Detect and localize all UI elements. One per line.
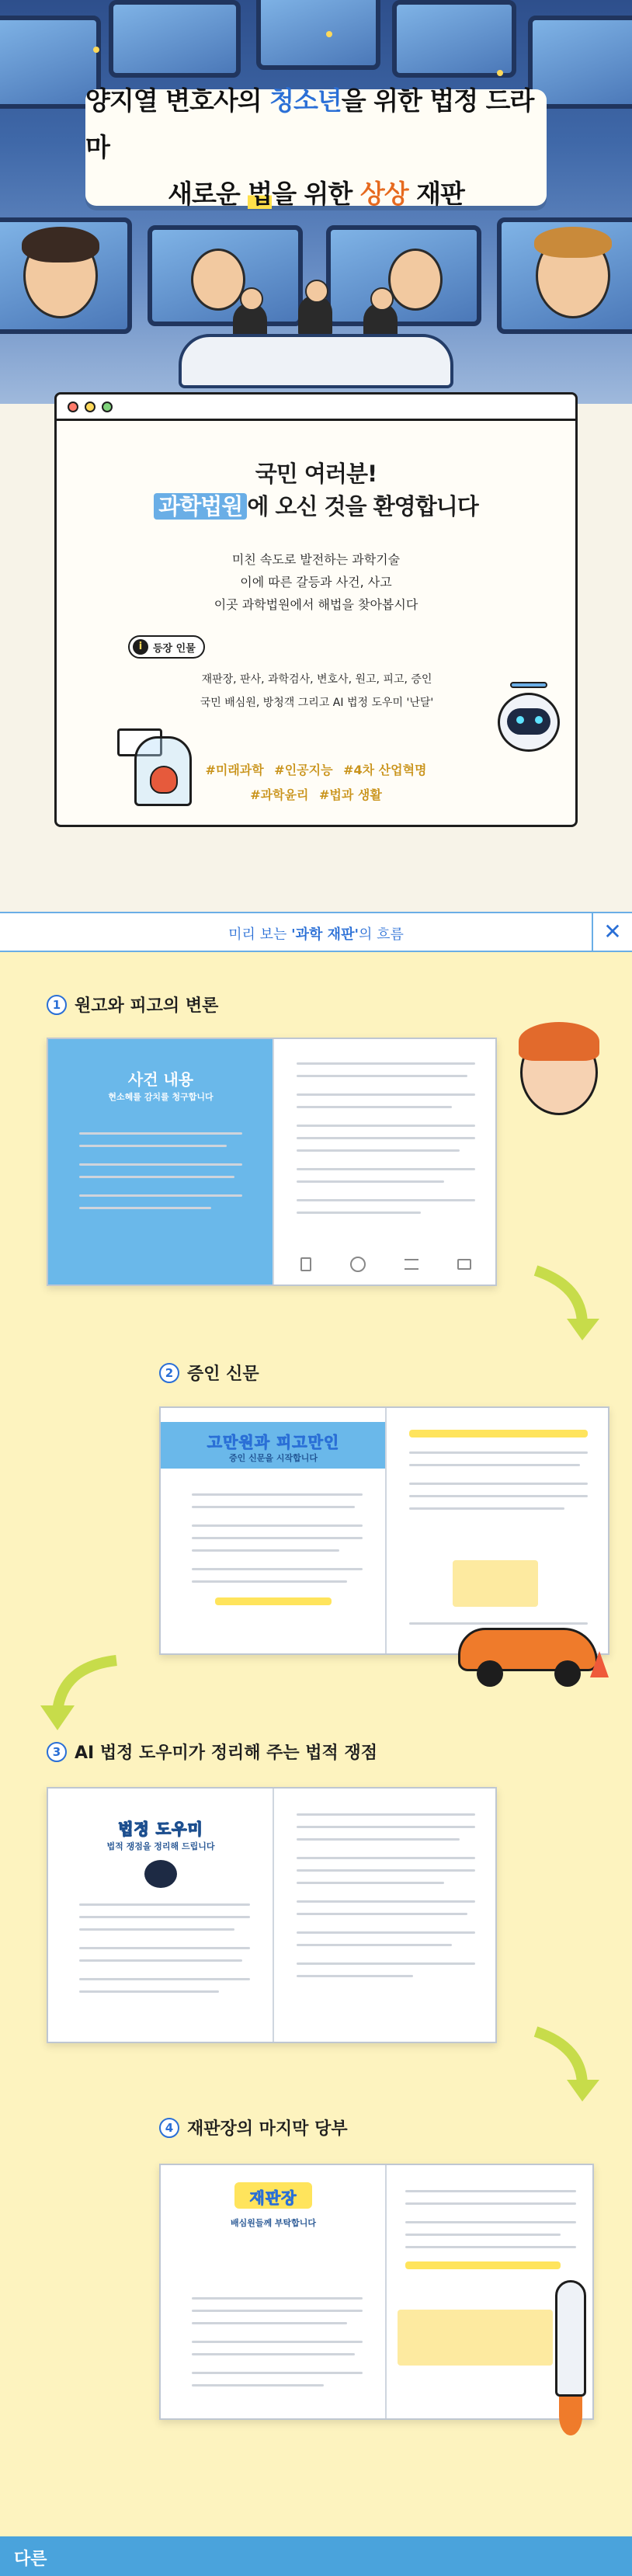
step-title (159, 2115, 348, 2140)
step-title (159, 1361, 259, 1385)
text-line (297, 1857, 475, 1859)
cast-label: 등장 인물 (153, 642, 196, 655)
intro-line: 미친 속도로 발전하는 과학기술 (231, 552, 401, 567)
text-line (192, 1549, 339, 1552)
text-line (79, 1947, 250, 1949)
welcome-window (54, 392, 578, 827)
text-line (297, 1106, 452, 1108)
intro-line: 이곳 과학법원에서 해법을 찾아봅시다 (214, 597, 418, 612)
wheel-icon (554, 1660, 581, 1687)
hero-title-line-1 (85, 78, 547, 171)
character-face (388, 249, 443, 311)
text-line (297, 1882, 444, 1884)
text-line (297, 1125, 475, 1127)
flow-bar-highlight: '과학 재판' (291, 926, 359, 943)
step-title (47, 1740, 377, 1764)
flow-preview-bar (0, 912, 632, 952)
text-line (79, 1903, 250, 1906)
book-spread (47, 1038, 497, 1286)
rocket-body-icon (555, 2280, 586, 2397)
text-line (297, 1826, 475, 1828)
step-label: 증인 신문 (187, 1364, 259, 1384)
text-line (79, 1163, 242, 1166)
sparkle-dot (93, 47, 99, 53)
footer (0, 2536, 632, 2576)
text-line (297, 1838, 460, 1841)
step-title (47, 993, 218, 1017)
judge-bench (179, 334, 453, 388)
publisher-logo: 다른 (14, 2550, 47, 2569)
title-text: 을 위한 (272, 179, 360, 209)
text-line (405, 2221, 576, 2223)
text-line (297, 1944, 452, 1946)
monitor-screen (109, 0, 241, 78)
hero-title-line-2 (168, 171, 464, 217)
text-line (297, 1900, 475, 1903)
step-number: 2 (159, 1363, 179, 1383)
text-line (79, 1145, 227, 1147)
text-line (192, 2384, 324, 2387)
text-line (192, 2372, 363, 2374)
monitor-screen (256, 0, 380, 70)
text-line (405, 2202, 576, 2205)
title-text: 을 위한 법정 드라마 (85, 85, 534, 162)
note-card (453, 1560, 538, 1607)
robot-eye (535, 716, 543, 724)
book-panel-subtitle: 증인 신문을 시작합니다 (229, 1453, 318, 1463)
text-line (409, 1451, 588, 1454)
sparkle-dot (497, 70, 503, 76)
note-card (398, 2310, 553, 2366)
hair-icon (519, 1022, 599, 1061)
text-line (192, 1493, 363, 1496)
flow-bar-suffix: 의 흐름 (358, 926, 404, 943)
text-line (297, 1869, 475, 1872)
step-number: 3 (47, 1742, 67, 1762)
hero-title-banner (85, 85, 547, 209)
text-line (297, 1149, 460, 1152)
ai-robot-illustration (491, 682, 566, 756)
text-line (192, 1537, 363, 1539)
intro-line: 이에 따른 갈등과 사건, 사고 (240, 575, 392, 589)
intro-text (57, 548, 575, 616)
text-line (409, 1507, 564, 1510)
hashtag: #미래과학 (205, 763, 264, 777)
text-line (192, 2310, 363, 2312)
flow-bar-label (0, 923, 632, 944)
text-line (79, 1916, 250, 1918)
close-icon[interactable]: ✕ (592, 913, 632, 951)
boy-illustration (512, 1014, 606, 1131)
text-line (297, 1813, 475, 1816)
book-panel-subtitle: 법적 쟁점을 정리해 드립니다 (106, 1841, 215, 1851)
step-number: 4 (159, 2118, 179, 2138)
step-number: 1 (47, 995, 67, 1015)
traffic-cone-icon (590, 1651, 609, 1677)
text-line (192, 2322, 347, 2324)
text-line (192, 1524, 363, 1527)
text-line (297, 1137, 475, 1139)
text-line (297, 1180, 444, 1183)
title-text: 새로운 (168, 179, 248, 209)
hashtags (57, 758, 575, 808)
character-hair (534, 227, 612, 258)
book-toolbar (281, 1250, 491, 1278)
title-highlight: 상상 (359, 179, 408, 209)
list-icon[interactable] (405, 1259, 418, 1270)
text-line (297, 1975, 413, 1977)
flow-bar-prefix: 미리 보는 (228, 926, 292, 943)
text-line (297, 1062, 475, 1065)
text-line (192, 2353, 355, 2355)
robot-eye (516, 716, 524, 724)
close-dot-icon (68, 402, 78, 412)
hashtag: #법과 생활 (319, 787, 382, 802)
book-panel-subtitle: 배심원들께 부탁합니다 (230, 2218, 317, 2228)
text-line (297, 1168, 475, 1170)
hashtag-row (57, 783, 575, 808)
highlight-mark (405, 2261, 561, 2269)
title-text: 재판 (408, 179, 464, 209)
science-court-highlight: 과학법원 (154, 493, 247, 520)
text-line (79, 1132, 242, 1135)
cast-line: 국민 배심원, 방청객 그리고 AI 법정 도우미 '난달' (200, 697, 434, 709)
book-panel-title: 사건 내용 (127, 1070, 194, 1089)
highlight-mark (215, 1597, 332, 1605)
highlight-mark (409, 1430, 588, 1437)
text-line (409, 1483, 588, 1485)
flow-arrow-icon (528, 2024, 606, 2109)
title-highlight: 법 (248, 179, 273, 209)
book-panel-subtitle: 현소혜를 감치를 청구합니다 (108, 1092, 214, 1102)
text-line (79, 1194, 242, 1197)
flow-section (0, 952, 632, 2536)
cast-badge (128, 635, 205, 659)
text-line (297, 1931, 475, 1934)
text-line (405, 2190, 576, 2192)
welcome-heading-2 (57, 489, 575, 521)
text-line (405, 2234, 561, 2236)
title-text: 양지열 변호사의 (85, 85, 270, 116)
title-highlight: 청소년 (269, 85, 342, 116)
step-label: 재판장의 마지막 당부 (187, 2119, 348, 2139)
cast-line: 재판장, 판사, 과학검사, 변호사, 원고, 피고, 증인 (201, 673, 432, 686)
hashtag: #과학윤리 (250, 787, 309, 802)
step-label: 원고와 피고의 변론 (75, 996, 219, 1016)
book-spread (47, 1787, 497, 2043)
info-icon: i (133, 639, 148, 655)
text-line (297, 1212, 421, 1214)
book-panel-title: 재판장 (249, 2188, 297, 2207)
wheel-icon (477, 1660, 503, 1687)
step-label: AI 법정 도우미가 정리해 주는 법적 쟁점 (75, 1743, 377, 1763)
text-line (79, 1928, 234, 1931)
sparkle-dot (326, 31, 332, 37)
car-illustration (450, 1604, 606, 1690)
rocket-illustration (536, 2272, 606, 2443)
book-spine (385, 2165, 387, 2418)
text-line (297, 1199, 475, 1201)
hashtag: #인공지능 (274, 763, 333, 777)
character-face (191, 249, 245, 311)
text-line (297, 1093, 475, 1096)
book-spine (385, 1408, 387, 1653)
book-spine (273, 1789, 274, 2042)
text-line (297, 1075, 467, 1077)
text-line (79, 1207, 211, 1209)
hero-banner (0, 0, 632, 404)
robot-visor (507, 708, 550, 735)
text-line (192, 1580, 347, 1583)
text-line (79, 1990, 219, 1993)
robot-mini-icon (144, 1860, 177, 1888)
text-line (192, 2297, 363, 2300)
book-spread (159, 2164, 594, 2420)
text-line (192, 1568, 363, 1570)
text-line (192, 2341, 363, 2343)
text-line (297, 1962, 475, 1965)
welcome-heading-1: 국민 여러분! (255, 461, 377, 487)
info-circle-icon[interactable] (350, 1257, 366, 1272)
text-line (297, 1913, 467, 1915)
hashtag: #4차 산업혁명 (343, 763, 427, 777)
book-spine (273, 1039, 274, 1285)
character-hair (22, 227, 99, 262)
flow-arrow-icon (528, 1263, 606, 1348)
judge-figure (298, 295, 332, 337)
hashtag-row (57, 758, 575, 783)
book-panel-title: 법정 도우미 (118, 1820, 203, 1838)
cast-list (177, 668, 457, 714)
rocket-flame-icon (559, 2397, 582, 2435)
text-line (409, 1495, 588, 1497)
text-line (79, 1176, 234, 1178)
monitor-screen (392, 0, 516, 78)
book-panel-title: 고만원과 피고만인 (207, 1433, 340, 1451)
text-line (409, 1464, 580, 1466)
window-titlebar (57, 395, 575, 421)
edit-icon[interactable] (457, 1259, 471, 1270)
text-line (192, 1506, 355, 1508)
text-line (79, 1959, 242, 1962)
flow-arrow-icon (31, 1651, 124, 1736)
document-icon[interactable] (300, 1257, 311, 1271)
propeller-icon (510, 682, 547, 688)
text-line (405, 2246, 576, 2248)
minimize-dot-icon (85, 402, 95, 412)
welcome-heading-text: 에 오신 것을 환영합니다 (247, 493, 478, 520)
maximize-dot-icon (102, 402, 113, 412)
text-line (79, 1978, 250, 1980)
